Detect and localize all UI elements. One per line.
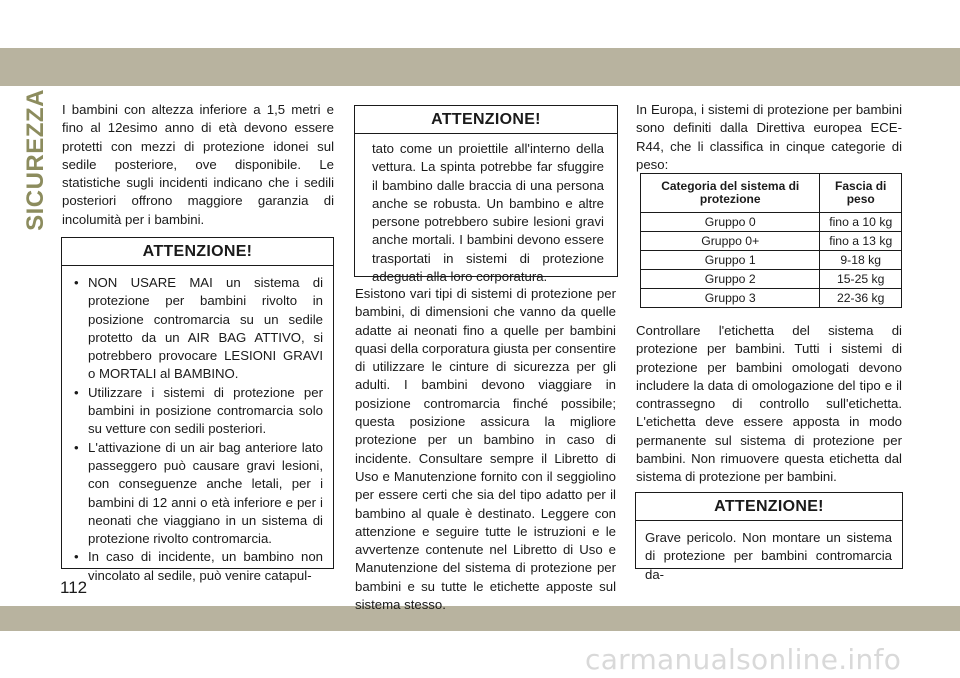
- warning-list: [74, 274, 323, 585]
- warning-text: Grave pericolo. Non montare un sistema di protezione per bambini contromarcia da-: [645, 530, 892, 582]
- table-cell: Gruppo 0: [641, 213, 820, 232]
- col3-body: Controllare l'etichetta del sistema di protezione per bambini. Tutti i sistemi di protezione per bambini omologati devono includere la data di omologazione del tipo e il contrassegno di controllo sull'etichetta. L'etichetta deve essere apposta in modo permanente sul sistema di protezione per bambini. Non rimuovere questa etichetta dal sistema di protezione per bambini.: [636, 323, 902, 485]
- warning-item: • L'attivazione di un air bag anteriore lato passeggero può causare gravi lesioni, con conseguenze anche letali, per i bambini di 12 anni o età inferiore e per i neonati che viaggiano in un sistema di protezione rivolto contromarcia.: [74, 439, 323, 549]
- table-row: [641, 213, 902, 232]
- watermark-text: carmanualsonline.info: [585, 643, 902, 676]
- table-row: [641, 251, 902, 270]
- warning-text: tato come un proiettile all'interno della vettura. La spinta potrebbe far sfuggire il bambino dalle braccia di una persona anche se robusta. Un bambino e altre persone potrebbero subire lesioni gravi anche mortali. I bambini devono essere trasportati in sistemi di protezione adeguati alla loro corporatura.: [372, 141, 604, 285]
- warning-item: • Utilizzare i sistemi di protezione per bambini in posizione contromarcia solo su vetture con sedili posteriori.: [74, 384, 323, 439]
- warning-box-2: [354, 105, 618, 285]
- warning-box-1: [61, 237, 334, 583]
- table-row: [641, 270, 902, 289]
- table-header-row: [641, 174, 902, 213]
- column-3: [636, 101, 902, 174]
- table-header: Categoria del sistema di protezione: [641, 174, 820, 213]
- table-cell: 9-18 kg: [820, 251, 902, 270]
- table-cell: Gruppo 2: [641, 270, 820, 289]
- section-label: SICUREZZA: [22, 89, 49, 231]
- table-row: [641, 289, 902, 308]
- warning-item: • In caso di incidente, un bambino non vincolato al sedile, può venire catapul-: [74, 548, 323, 585]
- table-row: [641, 232, 902, 251]
- table-header: Fascia di peso: [820, 174, 902, 213]
- table-cell: Gruppo 1: [641, 251, 820, 270]
- warning-box-3: [635, 492, 903, 582]
- col1-intro: I bambini con altezza inferiore a 1,5 metri e fino al 12esimo anno di età devono essere protetti con mezzi di protezione idonei sul sedile posteriore, ove disponibile. Le statistiche sugli incidenti indicano che i sedili posteriori offrono maggiore garanzia di incolumità per i bambini.: [62, 102, 334, 227]
- header-band: [0, 48, 960, 86]
- column-1: [62, 101, 334, 229]
- table-cell: fino a 10 kg: [820, 213, 902, 232]
- table-cell: fino a 13 kg: [820, 232, 902, 251]
- table-cell: Gruppo 3: [641, 289, 820, 308]
- col3-intro: In Europa, i sistemi di protezione per bambini sono definiti dalla Direttiva europea ECE-R44, che li classifica in cinque categorie di peso:: [636, 102, 902, 172]
- warning-item: • NON USARE MAI un sistema di protezione per bambini rivolto in posizione contromarcia su un sedile protetto da un AIR BAG ATTIVO, si potrebbero provocare LESIONI GRAVI o MORTALI al BAMBINO.: [74, 274, 323, 384]
- table-cell: 15-25 kg: [820, 270, 902, 289]
- page-number: 112: [60, 578, 88, 597]
- warning-title: ATTENZIONE!: [636, 493, 902, 521]
- col2-body: Esistono vari tipi di sistemi di protezione per bambini, di dimensioni che vanno da quelle adatte ai neonati fino a quelle per bambini quasi della corporatura giusta per consentire di utilizzare le cinture di sicurezza per gli adulti. I bambini devono viaggiare in posizione contromarcia finché possibile; questa posizione assicura la migliore protezione per un bambino in caso di incidente. Consultare sempre il Libretto di Uso e Manutenzione fornito con il seggiolino per essere certi che sia del tipo adatto per il bambino al quale è destinato. Leggere con attenzione e seguire tutte le istruzioni e le avvertenze contenute nel Libretto di Uso e Manutenzione del sistema di protezione per bambini e su tutte le etichette apposte sul sistema stesso.: [355, 286, 616, 613]
- warning-title: ATTENZIONE!: [355, 106, 617, 134]
- table-cell: 22-36 kg: [820, 289, 902, 308]
- warning-title: ATTENZIONE!: [62, 238, 333, 266]
- weight-class-table: [640, 173, 902, 308]
- table-cell: Gruppo 0+: [641, 232, 820, 251]
